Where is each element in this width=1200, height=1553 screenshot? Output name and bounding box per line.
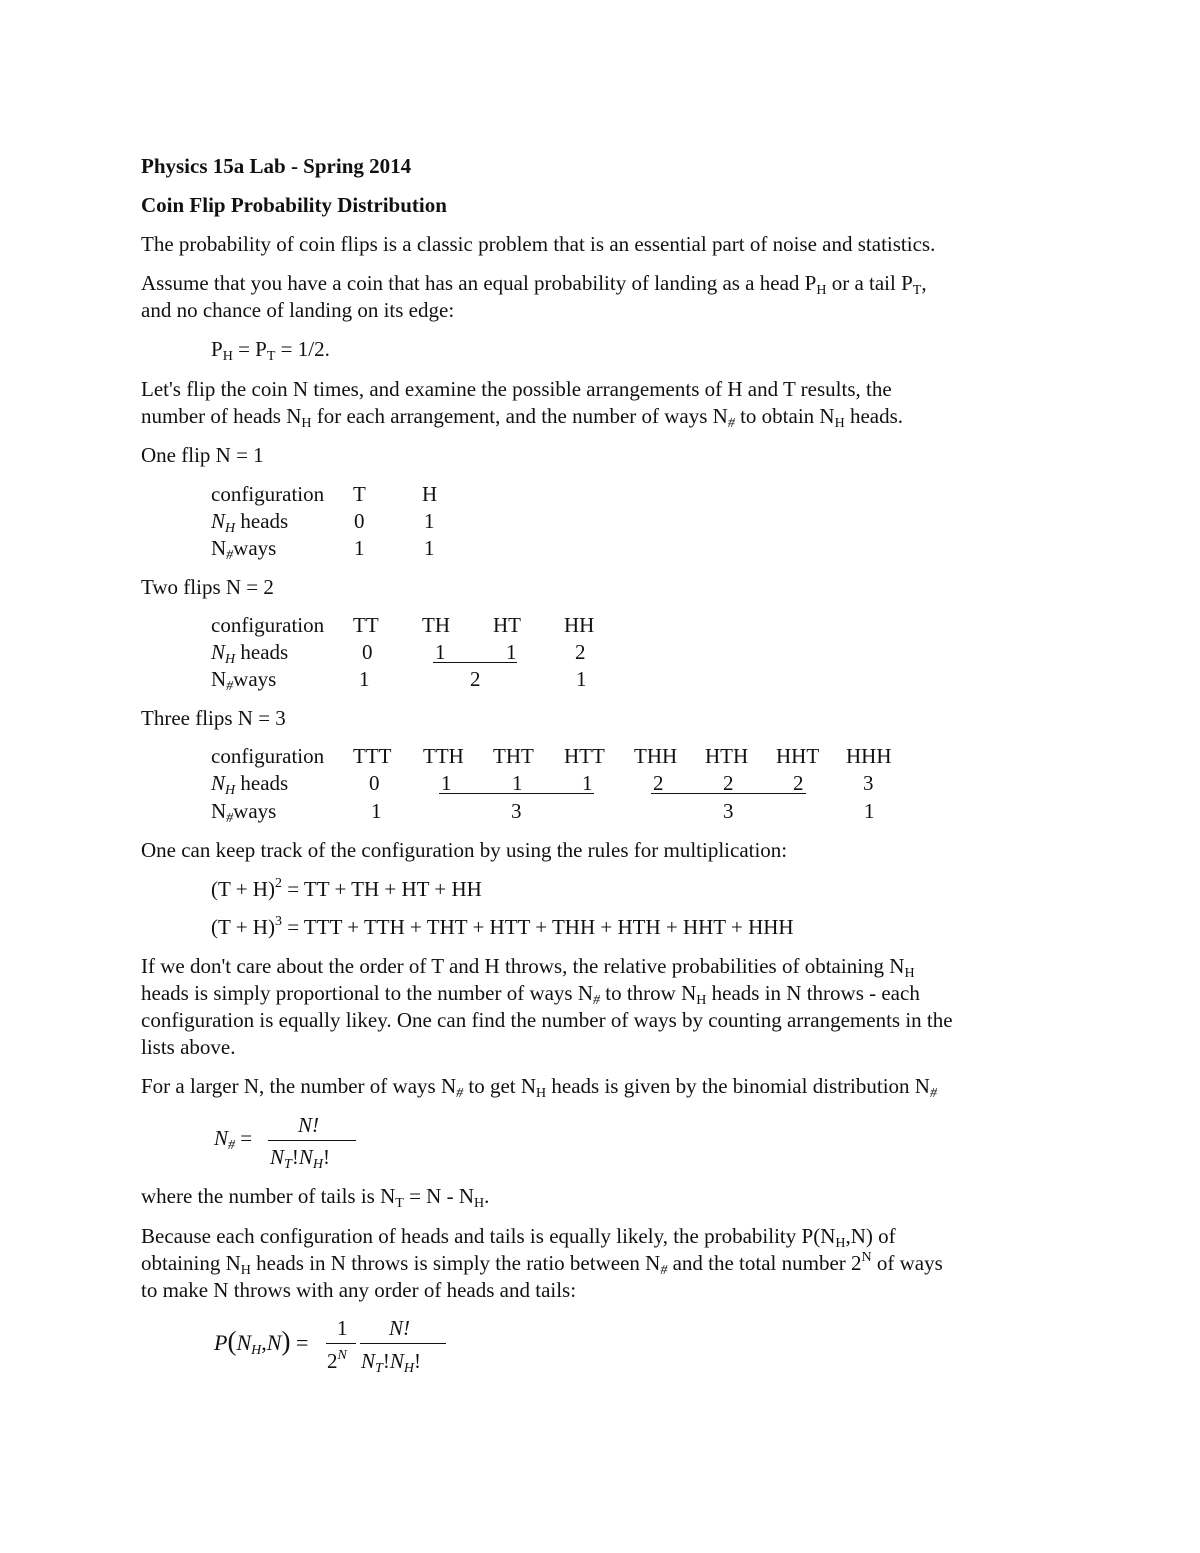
table-cell: 3: [863, 771, 874, 795]
formula-numerator-one: 1: [337, 1316, 348, 1340]
table-cell: 2: [653, 771, 664, 795]
table-cell: TH: [422, 613, 450, 637]
table-cell: 1: [435, 640, 446, 664]
table-cell: HHT: [776, 744, 820, 768]
table-cell: 3: [511, 799, 522, 823]
table-cell: HTH: [705, 744, 749, 768]
table-cell: 1: [864, 799, 875, 823]
table-cell: T: [353, 482, 366, 506]
probability-paragraph: Because each configuration of heads and tails is equally likely, the probability $P(N_H,N)$ of obtaining $N_H$ heads in N throws is simply the ratio between $N_{\#}$ and the total number $2^N$ of ways to make N throws with any order of heads and tails:: [141, 1224, 943, 1302]
assumption-paragraph: Assume that you have a coin that has an equal probability of landing as a head $P_H$ or a tail $P_T$, and no chance of landing on its edge:: [141, 271, 927, 322]
equal-probability-equation: $P_H = P_T = 1/2$.: [211, 337, 330, 364]
section-three-flips: Three flips N = 3: [141, 706, 286, 730]
formula-numerator-factorial: N!: [389, 1316, 410, 1340]
row-label-heads: $N_H$ heads: [211, 509, 289, 536]
tails-paragraph: where the number of tails is $N_T = N - N_H$.: [141, 1184, 490, 1211]
fraction-bar: [326, 1343, 356, 1344]
table-cell: 1: [354, 536, 365, 560]
table-cell: 1: [371, 799, 382, 823]
table-cell: 2: [793, 771, 804, 795]
row-label-configuration: configuration: [211, 482, 325, 506]
table-cell: 2: [723, 771, 734, 795]
table-cell: 0: [354, 509, 365, 533]
table-cell: TT: [353, 613, 379, 637]
table-cell: HH: [564, 613, 595, 637]
formula-denominator: $N_T!N_H$!: [270, 1145, 330, 1172]
table-cell: 1: [582, 771, 593, 795]
fraction-bar: [360, 1343, 446, 1344]
table-cell: TTT: [353, 744, 392, 768]
table-cell: H: [422, 482, 438, 506]
grouping-underline: [439, 793, 594, 794]
intro-paragraph: The probability of coin flips is a classic problem that is an essential part of noise and statistics.: [141, 232, 936, 256]
multiplication-paragraph: One can keep track of the configuration by using the rules for multiplication:: [141, 838, 788, 862]
table-two-flips: [211, 612, 971, 694]
table-one-flip: [211, 481, 971, 563]
table-cell: HTT: [564, 744, 605, 768]
table-cell: 1: [506, 640, 517, 664]
table-cell: 1: [441, 771, 452, 795]
order-paragraph: If we don't care about the order of T and H throws, the relative probabilities of obtaining $N_H$ heads is simply proportional to the number of ways $N_{\#}$ to throw $N_H$ heads in N throws - each configuration is equally likey. One can find the number of ways by counting arrangements in the lists above.: [141, 954, 953, 1059]
binomial-formula: [214, 1108, 354, 1174]
table-cell: 0: [362, 640, 373, 664]
table-cell: 2: [575, 640, 586, 664]
row-label-ways: $N_{\#}ways$: [211, 799, 277, 826]
formula-lhs: $P(N_H,N)$ =: [214, 1326, 309, 1358]
table-cell: THH: [634, 744, 678, 768]
flip-paragraph: Let's flip the coin N times, and examine the possible arrangements of H and T results, the number of heads $N_H$ for each arrangement, and the number of ways $N_{\#}$ to obtain $N_H$ heads.: [141, 377, 904, 431]
probability-formula: [214, 1312, 454, 1382]
table-cell: HHH: [846, 744, 892, 768]
table-cell: THT: [493, 744, 534, 768]
formula-lhs: $N_{\#}$ =: [214, 1126, 253, 1153]
expansion-equation-square: $(T + H)^2$ = TT + TH + HT + HH: [211, 876, 482, 901]
section-two-flips: Two flips N = 2: [141, 575, 274, 599]
row-label-configuration: configuration: [211, 744, 325, 768]
grouping-underline: [433, 662, 517, 663]
table-cell: 1: [424, 509, 435, 533]
table-cell: 1: [359, 667, 370, 691]
row-label-ways: $N_{\#}ways$: [211, 667, 277, 694]
expansion-equation-cube: $(T + H)^3$ = TTT + TTH + THT + HTT + THH + HTH + HHT + HHH: [211, 914, 794, 939]
formula-numerator: N!: [298, 1113, 319, 1137]
table-cell: 1: [512, 771, 523, 795]
row-label-heads: $N_H$ heads: [211, 771, 289, 798]
row-label-configuration: configuration: [211, 613, 325, 637]
formula-denominator: $N_T!N_H$!: [361, 1349, 421, 1376]
page-title: Physics 15a Lab - Spring 2014: [141, 154, 412, 178]
table-three-flips: [211, 743, 971, 825]
section-one-flip: One flip N = 1: [141, 443, 264, 467]
table-cell: TTH: [423, 744, 464, 768]
binomial-paragraph: For a larger N, the number of ways $N_{\#}$ to get $N_H$ heads is given by the binomial distribution $N_{\#}$: [141, 1074, 937, 1101]
table-cell: 1: [576, 667, 587, 691]
table-cell: 3: [723, 799, 734, 823]
formula-denominator-power: $2^N$: [327, 1348, 347, 1373]
fraction-bar: [268, 1140, 356, 1141]
page-subtitle: Coin Flip Probability Distribution: [141, 193, 447, 217]
table-cell: 0: [369, 771, 380, 795]
table-cell: 1: [424, 536, 435, 560]
grouping-underline: [651, 793, 806, 794]
row-label-ways: $N_{\#}ways$: [211, 536, 277, 563]
table-cell: 2: [470, 667, 481, 691]
table-cell: HT: [493, 613, 521, 637]
row-label-heads: $N_H$ heads: [211, 640, 289, 667]
